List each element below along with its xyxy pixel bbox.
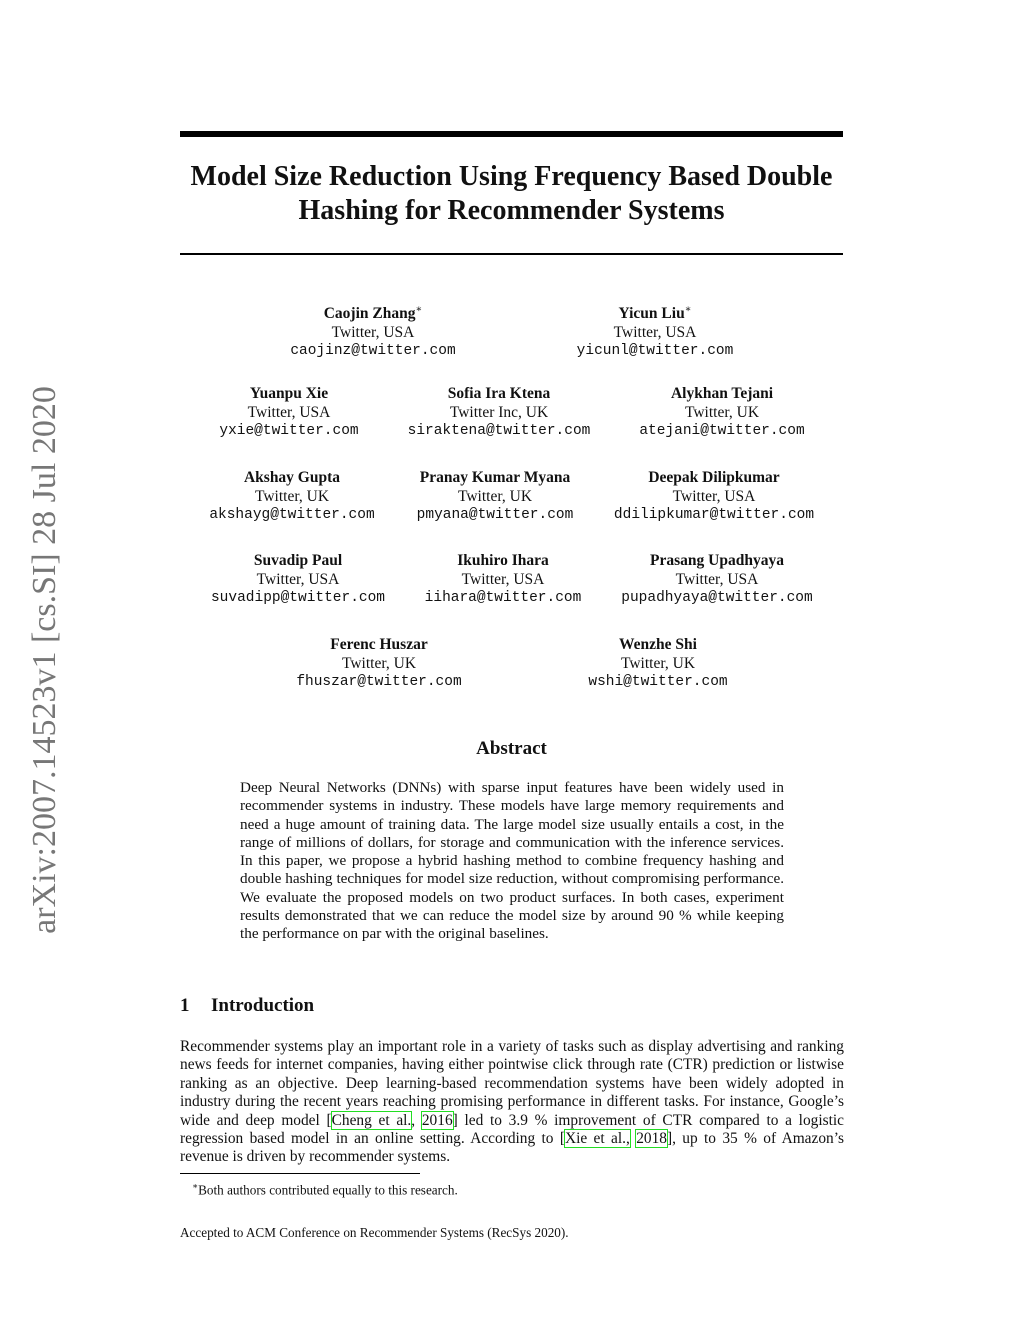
intro-text: Recommender systems play an important role in a variety of tasks such as display advertising and ranking news feeds for internet companies, having either pointwise click through rate (CTR) prediction or listwise ranking as an objective. Deep learning-based recommendation systems have been widely adopted in industry during the recent years reaching promising performance in different tasks. For instance, Google’s wide and deep model [ <box>180 1038 844 1129</box>
citation-link[interactable]: 2016 <box>421 1111 453 1129</box>
author-affiliation: Twitter Inc, UK <box>449 403 549 421</box>
author-name: Yuanpu Xie <box>249 385 329 402</box>
author-name: Yicun Liu <box>618 305 685 323</box>
intro-text: ], up to 35 % of Amazon’s revenue is driven by recommender systems. <box>180 1130 844 1166</box>
author-affiliation: Twitter, UK <box>684 403 760 421</box>
equal-contribution-mark: ∗ <box>684 304 692 315</box>
author-block <box>528 636 788 692</box>
author-block <box>243 301 503 361</box>
author-name: Ferenc Huszar <box>330 636 428 653</box>
equal-contribution-mark: ∗ <box>415 304 423 315</box>
author-name: Prasang Upadhyaya <box>650 552 784 569</box>
author-block <box>525 301 785 361</box>
author-affiliation: Twitter, USA <box>675 570 759 588</box>
abstract-text: Deep Neural Networks (DNNs) with sparse input features have been widely used in recommender systems in industry. These models have large memory requirements and need a huge amount of training data. The large model size usually entails a cost, in the range of millions of dollars, for storage and communication with the inference services. In this paper, we propose a hybrid hashing method to combine frequency hashing and double hashing techniques for model size reduction, without compromising performance. We evaluate the proposed models on two product surfaces. In both cases, experiment results demonstrated that we can reduce the model size by around 90 % while keeping the performance on par with the original baselines. <box>240 779 784 943</box>
abstract-heading: Abstract <box>476 738 547 759</box>
intro-paragraph <box>180 1038 844 1167</box>
author-name: Alykhan Tejani <box>670 385 774 402</box>
author-email[interactable]: wshi@twitter.com <box>588 674 728 690</box>
author-block <box>584 469 844 525</box>
author-name: Deepak Dilipkumar <box>648 469 780 486</box>
title-top-rule <box>180 131 843 137</box>
author-affiliation: Twitter, USA <box>247 403 331 421</box>
author-email[interactable]: yicunl@twitter.com <box>576 343 734 360</box>
paper-title: Model Size Reduction Using Frequency Based Double Hashing for Recommender Systems <box>190 161 833 226</box>
author-email[interactable]: caojinz@twitter.com <box>290 343 456 360</box>
section-title: Introduction <box>211 995 315 1016</box>
author-email[interactable]: iihara@twitter.com <box>424 590 582 606</box>
author-name: Pranay Kumar Myana <box>419 469 571 486</box>
author-block <box>369 385 629 441</box>
author-name: Wenzhe Shi <box>619 636 697 653</box>
acceptance-note: Accepted to ACM Conference on Recommender Systems (RecSys 2020). <box>180 1225 569 1240</box>
author-block <box>249 636 509 692</box>
author-affiliation: Twitter, UK <box>457 487 533 505</box>
section-number: 1 <box>180 995 190 1016</box>
author-email[interactable]: pmyana@twitter.com <box>416 507 574 523</box>
author-affiliation: Twitter, USA <box>672 487 756 505</box>
author-block <box>592 385 852 441</box>
intro-text: ] led to 3.9 % improvement of CTR compared to a logistic regression based model in an online setting. According to [ <box>180 1111 844 1148</box>
footnote-rule <box>180 1173 420 1174</box>
author-affiliation: Twitter, USA <box>331 323 415 341</box>
author-name: Akshay Gupta <box>243 469 341 486</box>
author-email[interactable]: siraktena@twitter.com <box>407 423 591 439</box>
author-name: Caojin Zhang <box>323 305 416 323</box>
author-email[interactable]: atejani@twitter.com <box>639 423 805 439</box>
author-affiliation: Twitter, USA <box>613 323 697 341</box>
section-heading <box>180 995 314 1017</box>
citation-separator: , <box>411 1111 422 1129</box>
footnote-text: Both authors contributed equally to this research. <box>198 1182 458 1198</box>
author-affiliation: Twitter, UK <box>254 487 330 505</box>
author-email[interactable]: ddilipkumar@twitter.com <box>613 507 815 523</box>
author-email[interactable]: fhuszar@twitter.com <box>296 674 462 690</box>
author-name: Suvadip Paul <box>253 552 343 569</box>
author-affiliation: Twitter, USA <box>256 570 340 588</box>
footnote <box>192 1178 458 1198</box>
citation-link[interactable]: 2018 <box>636 1130 667 1148</box>
arxiv-stamp: arXiv:2007.14523v1 [cs.SI] 28 Jul 2020 <box>26 386 63 934</box>
footnote-mark: ∗ <box>192 1181 199 1191</box>
author-email[interactable]: pupadhyaya@twitter.com <box>621 590 813 606</box>
citation-link[interactable]: Xie et al., <box>564 1130 630 1148</box>
author-affiliation: Twitter, USA <box>461 570 545 588</box>
author-name: Ikuhiro Ihara <box>457 552 549 569</box>
title-bottom-rule <box>180 253 843 255</box>
author-email[interactable]: yxie@twitter.com <box>219 423 359 439</box>
author-name: Sofia Ira Ktena <box>447 385 551 402</box>
author-affiliation: Twitter, UK <box>620 654 696 672</box>
author-block <box>587 552 847 608</box>
citation-link[interactable]: Cheng et al. <box>331 1111 412 1129</box>
author-email[interactable]: akshayg@twitter.com <box>209 507 375 523</box>
author-affiliation: Twitter, UK <box>341 654 417 672</box>
author-email[interactable]: suvadipp@twitter.com <box>210 590 386 606</box>
